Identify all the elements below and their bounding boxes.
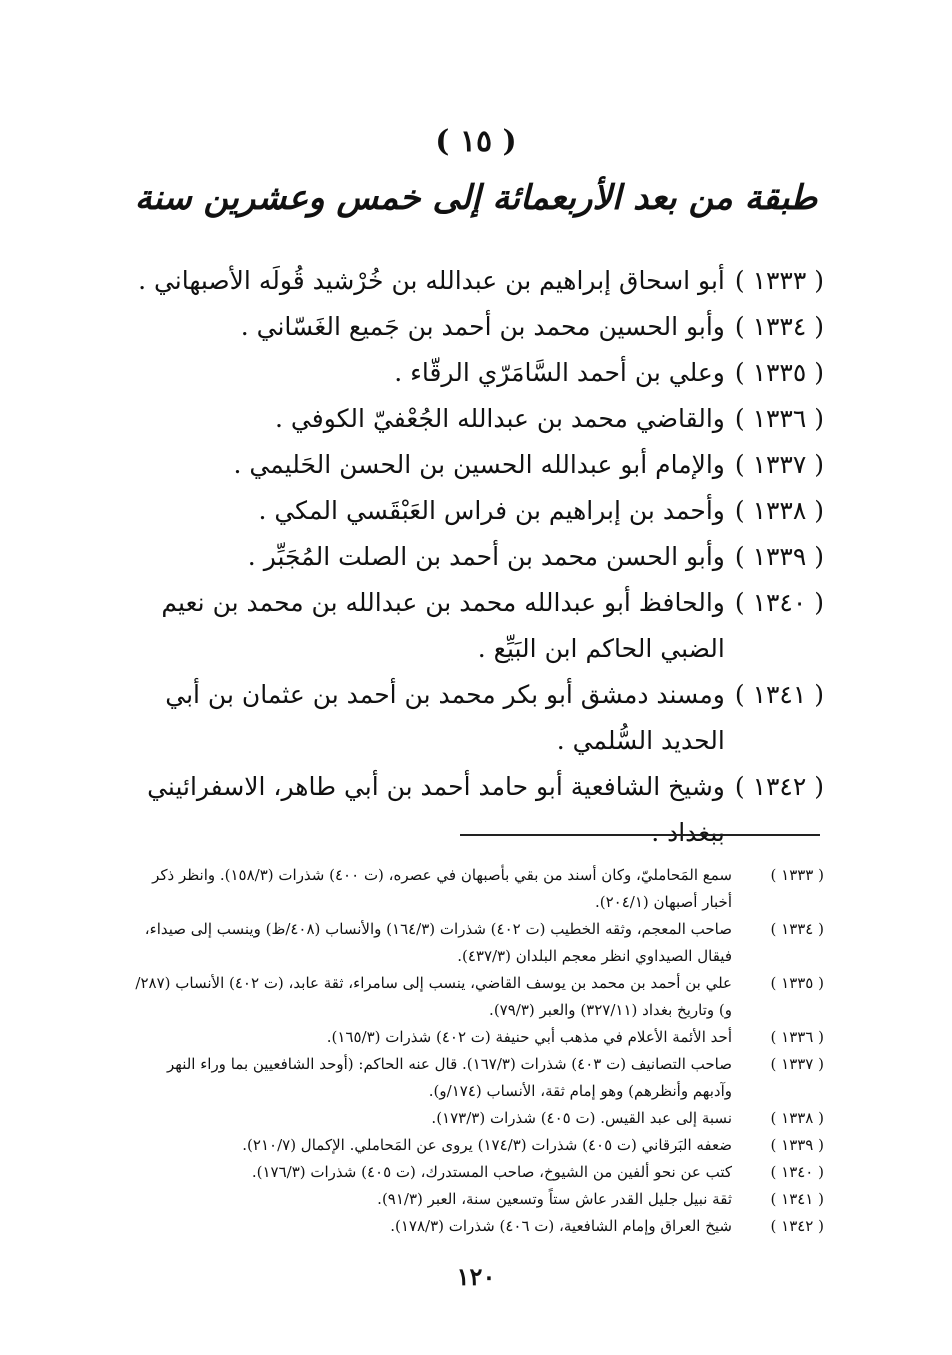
footnote-item bbox=[124, 1051, 824, 1105]
entry-text: والإمام أبو عبدالله الحسين بن الحسن الحَليمي . bbox=[233, 450, 725, 479]
entry-text: وعلي بن أحمد السَّامَرّي الرقّاء . bbox=[394, 358, 725, 387]
entry-item bbox=[124, 442, 824, 488]
entry-item bbox=[124, 534, 824, 580]
footnote-number: ( ١٣٣٩ ) bbox=[770, 1136, 824, 1154]
footnote-number: ( ١٣٤٢ ) bbox=[770, 1217, 824, 1235]
entry-text: ومسند دمشق أبو بكر محمد بن أحمد بن عثمان بن أبي الحديد السُّلمي . bbox=[165, 680, 725, 755]
entry-item bbox=[124, 672, 824, 764]
footnote-item bbox=[124, 1132, 824, 1159]
entry-text: وأبو الحسين محمد بن أحمد بن جَميع الغَسّاني . bbox=[240, 312, 725, 341]
footnote-number: ( ١٣٣٨ ) bbox=[770, 1109, 824, 1127]
footnote-text: شيخ العراق وإمام الشافعية، (ت ٤٠٦) شذرات (١٧٨/٣). bbox=[390, 1217, 732, 1235]
footnote-text: سمع المَحامليّ، وكان أسند من بقي بأصبهان في عصره، (ت ٤٠٠) شذرات (١٥٨/٣). وانظر ذكر أخبار أصبهان (٢٠٤/١). bbox=[152, 866, 732, 911]
footnotes-list bbox=[124, 862, 824, 1240]
footnote-text: صاحب المعجم، وثقه الخطيب (ت ٤٠٢) شذرات (١٦٤/٣) والأنساب (٤٠٨/ظ) وينسب إلى صيداء، فيقال الصيداوي انظر معجم البلدان (٤٣٧/٣). bbox=[144, 920, 732, 965]
entry-number: ( ١٣٣٦ ) bbox=[734, 404, 824, 433]
footnote-item bbox=[124, 1024, 824, 1051]
footnote-text: صاحب التصانيف (ت ٤٠٣) شذرات (١٦٧/٣). قال عنه الحاكم: (أوحد الشافعيين بما وراء النهر وآدبهم وأنظرهم) وهو إمام ثقة، الأنساب (١٧٤/و). bbox=[167, 1055, 732, 1100]
footnote-item bbox=[124, 1213, 824, 1240]
footnote-item bbox=[124, 1159, 824, 1186]
footnote-text: علي بن أحمد بن محمد بن يوسف القاضي، ينسب إلى سامراء، ثقة عابد، (ت ٤٠٢) الأنساب (٢٨٧/و) وتاريخ بغداد (٣٢٧/١١) والعبر (٧٩/٣). bbox=[135, 974, 732, 1019]
footnote-divider bbox=[460, 834, 820, 836]
footnote-item bbox=[124, 970, 824, 1024]
entry-text: وأبو الحسن محمد بن أحمد بن الصلت المُجَبِّر . bbox=[247, 542, 725, 571]
footnote-number: ( ١٣٣٦ ) bbox=[770, 1028, 824, 1046]
entry-item bbox=[124, 350, 824, 396]
entry-item bbox=[124, 396, 824, 442]
footnote-number: ( ١٣٣٣ ) bbox=[770, 866, 824, 884]
footnote-number: ( ١٣٣٧ ) bbox=[770, 1055, 824, 1073]
entry-number: ( ١٣٣٧ ) bbox=[734, 450, 824, 479]
entry-text: وأحمد بن إبراهيم بن فراس العَبْقَسي المكي . bbox=[258, 496, 725, 525]
entry-item bbox=[124, 304, 824, 350]
footnote-text: أحد الأئمة الأعلام في مذهب أبي حنيفة (ت ٤٠٢) شذرات (١٦٥/٣). bbox=[326, 1028, 732, 1046]
footnote-number: ( ١٣٣٤ ) bbox=[770, 920, 824, 938]
entry-item bbox=[124, 580, 824, 672]
section-title: طبقة من بعد الأربعمائة إلى خمس وعشرين سنة bbox=[134, 178, 818, 218]
entry-item bbox=[124, 488, 824, 534]
entry-number: ( ١٣٣٥ ) bbox=[734, 358, 824, 387]
entries-list bbox=[124, 258, 824, 856]
footnote-number: ( ١٣٤١ ) bbox=[770, 1190, 824, 1208]
entry-number: ( ١٣٣٣ ) bbox=[734, 266, 824, 295]
footnote-item bbox=[124, 862, 824, 916]
entry-number: ( ١٣٣٨ ) bbox=[734, 496, 824, 525]
entry-number: ( ١٣٤١ ) bbox=[734, 680, 824, 709]
footnote-text: ثقة نبيل جليل القدر عاش ستاً وتسعين سنة، العبر (٩١/٣). bbox=[377, 1190, 732, 1208]
entry-number: ( ١٣٣٤ ) bbox=[734, 312, 824, 341]
entry-item bbox=[124, 764, 824, 856]
footnote-text: كتب عن نحو ألفين من الشيوخ، صاحب المستدرك، (ت ٤٠٥) شذرات (١٧٦/٣). bbox=[251, 1163, 732, 1181]
entry-text: والقاضي محمد بن عبدالله الجُعْفيّ الكوفي . bbox=[275, 404, 725, 433]
entry-number: ( ١٣٣٩ ) bbox=[734, 542, 824, 571]
entry-item bbox=[124, 258, 824, 304]
entry-text: أبو اسحاق إبراهيم بن عبدالله بن خُرْشيد قُولَه الأصبهاني . bbox=[138, 266, 725, 295]
footnote-item bbox=[124, 916, 824, 970]
footnote-text: ضعفه البَرقاني (ت ٤٠٥) شذرات (١٧٤/٣) يروى عن المَحاملي. الإكمال (٢١٠/٧). bbox=[242, 1136, 732, 1154]
entry-text: والحافظ أبو عبدالله محمد بن عبدالله بن محمد بن نعيم الضبي الحاكم ابن البَيِّع . bbox=[161, 588, 725, 663]
entry-text: وشيخ الشافعية أبو حامد أحمد بن أبي طاهر، الاسفرائيني ببغداد . bbox=[147, 772, 725, 847]
footnote-number: ( ١٣٣٥ ) bbox=[770, 974, 824, 992]
footnote-text: نسبة إلى عبد القيس. (ت ٤٠٥) شذرات (١٧٣/٣). bbox=[431, 1109, 732, 1127]
page-number: ١٢٠ bbox=[456, 1262, 496, 1291]
section-number: ( ١٥ ) bbox=[435, 124, 517, 159]
entry-number: ( ١٣٤٠ ) bbox=[734, 588, 824, 617]
entry-number: ( ١٣٤٢ ) bbox=[734, 772, 824, 801]
footnote-number: ( ١٣٤٠ ) bbox=[770, 1163, 824, 1181]
footnote-item bbox=[124, 1186, 824, 1213]
footnote-item bbox=[124, 1105, 824, 1132]
